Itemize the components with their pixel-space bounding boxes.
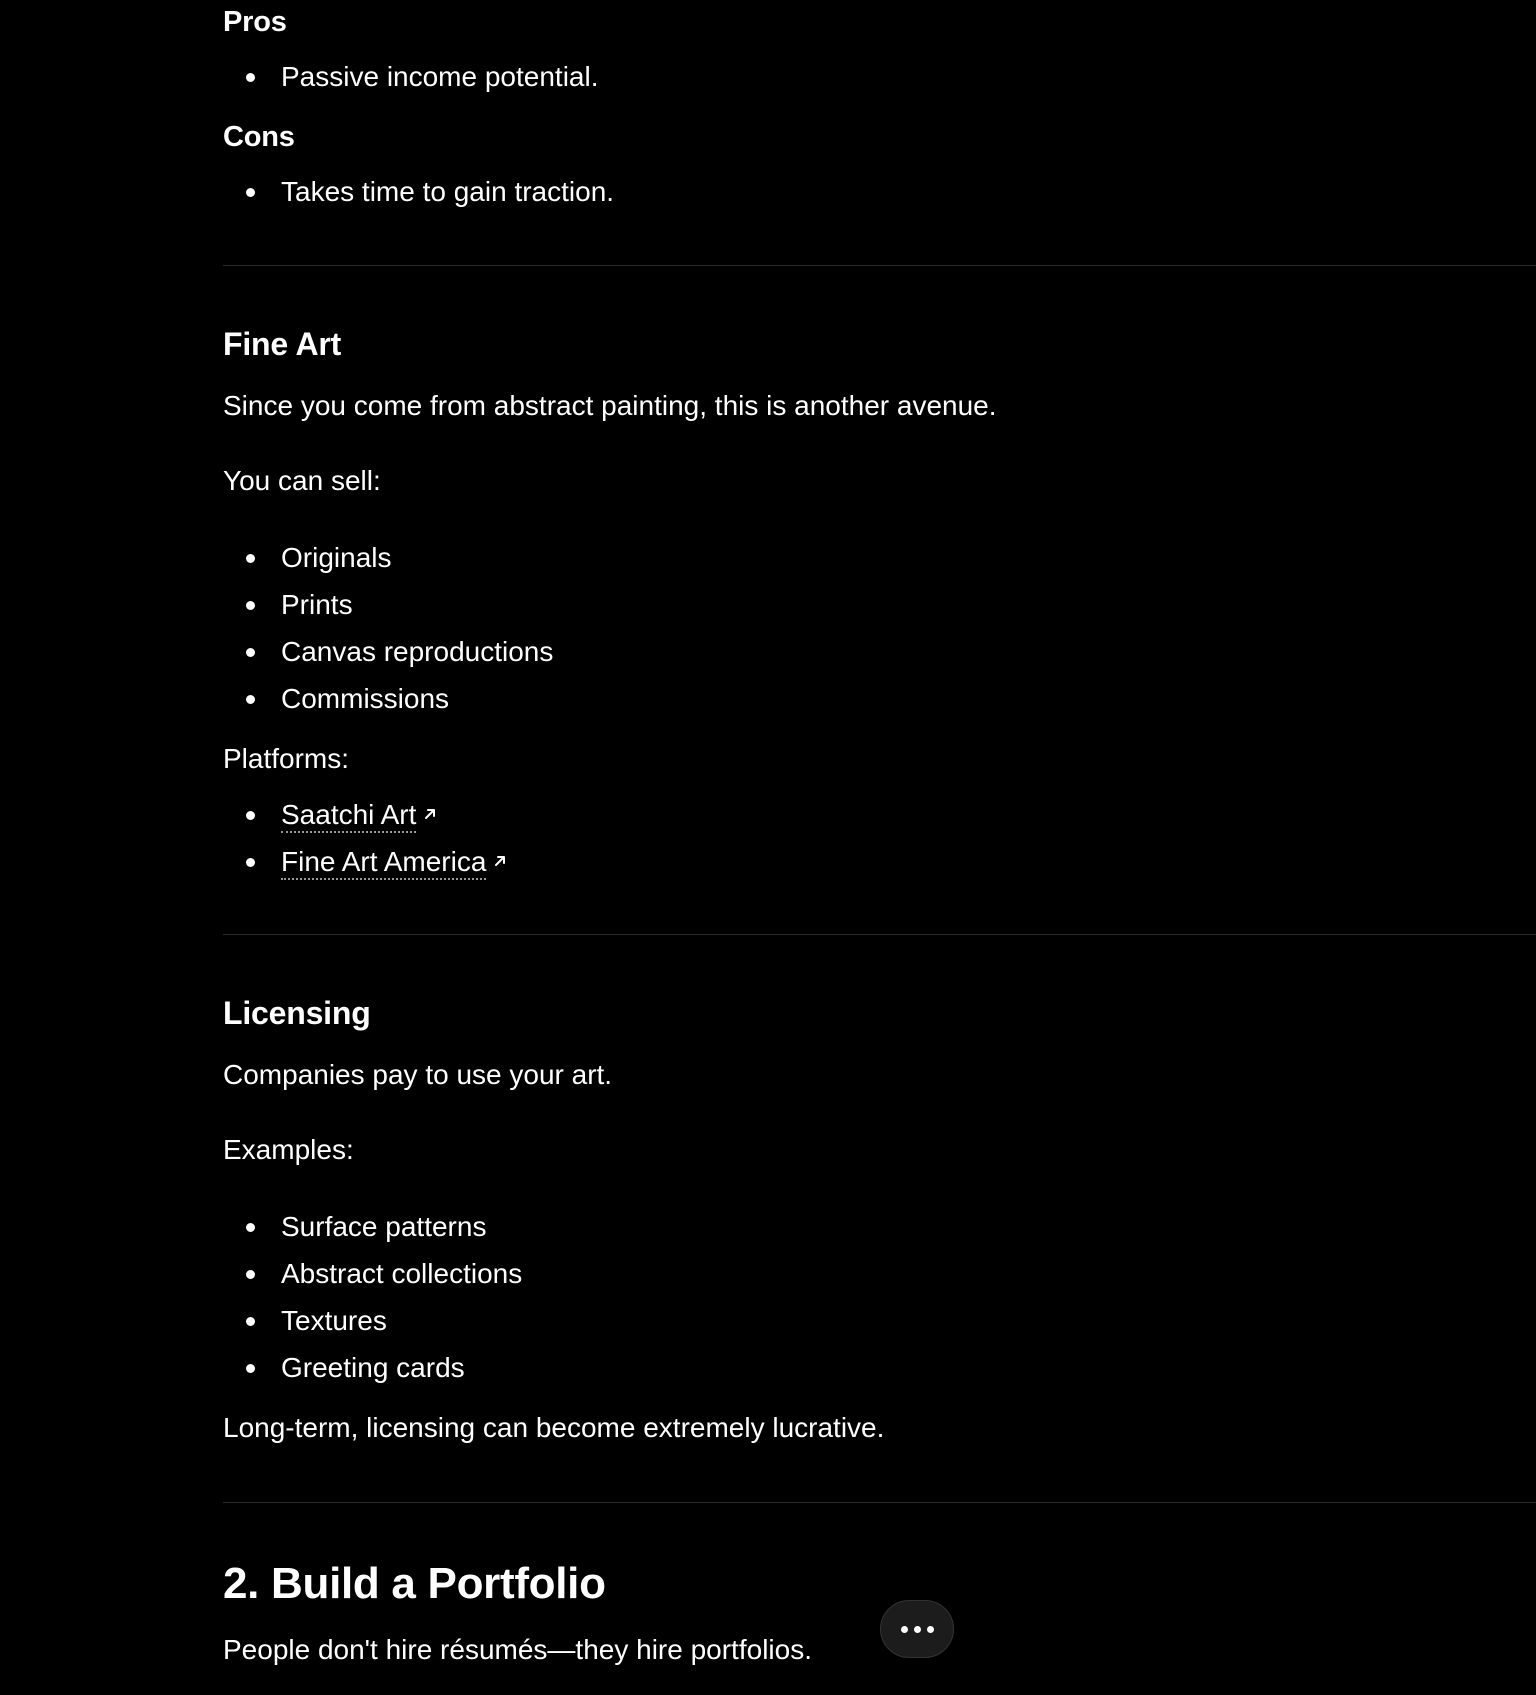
pros-list (223, 53, 1536, 100)
section-divider (223, 1502, 1536, 1503)
licensing-examples-list (223, 1203, 1536, 1391)
list-item: Commissions (223, 675, 1536, 722)
list-item: Abstract collections (223, 1250, 1536, 1297)
more-horizontal-icon (901, 1626, 934, 1633)
list-item: Originals (223, 534, 1536, 581)
licensing-heading: Licensing (223, 995, 371, 1031)
pros-section (223, 2, 287, 42)
more-options-button[interactable] (880, 1600, 954, 1658)
saatchi-art-link[interactable]: Saatchi Art (281, 799, 416, 833)
list-item: Greeting cards (223, 1344, 1536, 1391)
list-item (223, 838, 1536, 885)
list-item: Textures (223, 1297, 1536, 1344)
portfolio-heading: 2. Build a Portfolio (223, 1559, 606, 1608)
fine-art-platforms-list (223, 791, 1536, 885)
list-item: Passive income potential. (223, 53, 1536, 100)
licensing-closing: Long-term, licensing can become extremely lucrative. (223, 1412, 885, 1443)
fine-art-intro: Since you come from abstract painting, this is another avenue. (223, 390, 997, 421)
list-item (223, 791, 1536, 838)
fine-art-platforms-label: Platforms: (223, 743, 350, 774)
cons-section (223, 117, 295, 157)
list-item: Canvas reproductions (223, 628, 1536, 675)
section-divider (223, 934, 1536, 935)
list-item: Takes time to gain traction. (223, 168, 1536, 215)
fine-art-sell-list (223, 534, 1536, 722)
portfolio-intro: People don't hire résumés—they hire portfolios. (223, 1634, 812, 1665)
fine-art-america-link[interactable]: Fine Art America (281, 846, 486, 880)
licensing-examples-label: Examples: (223, 1134, 354, 1165)
cons-heading: Cons (223, 121, 295, 153)
fine-art-sell-label: You can sell: (223, 465, 381, 496)
pros-heading: Pros (223, 6, 287, 38)
list-item: Surface patterns (223, 1203, 1536, 1250)
cons-list (223, 168, 1536, 215)
arrow-up-right-icon (422, 806, 438, 822)
section-divider (223, 265, 1536, 266)
fine-art-heading: Fine Art (223, 326, 342, 362)
arrow-up-right-icon (492, 853, 508, 869)
licensing-intro: Companies pay to use your art. (223, 1059, 613, 1090)
list-item: Prints (223, 581, 1536, 628)
